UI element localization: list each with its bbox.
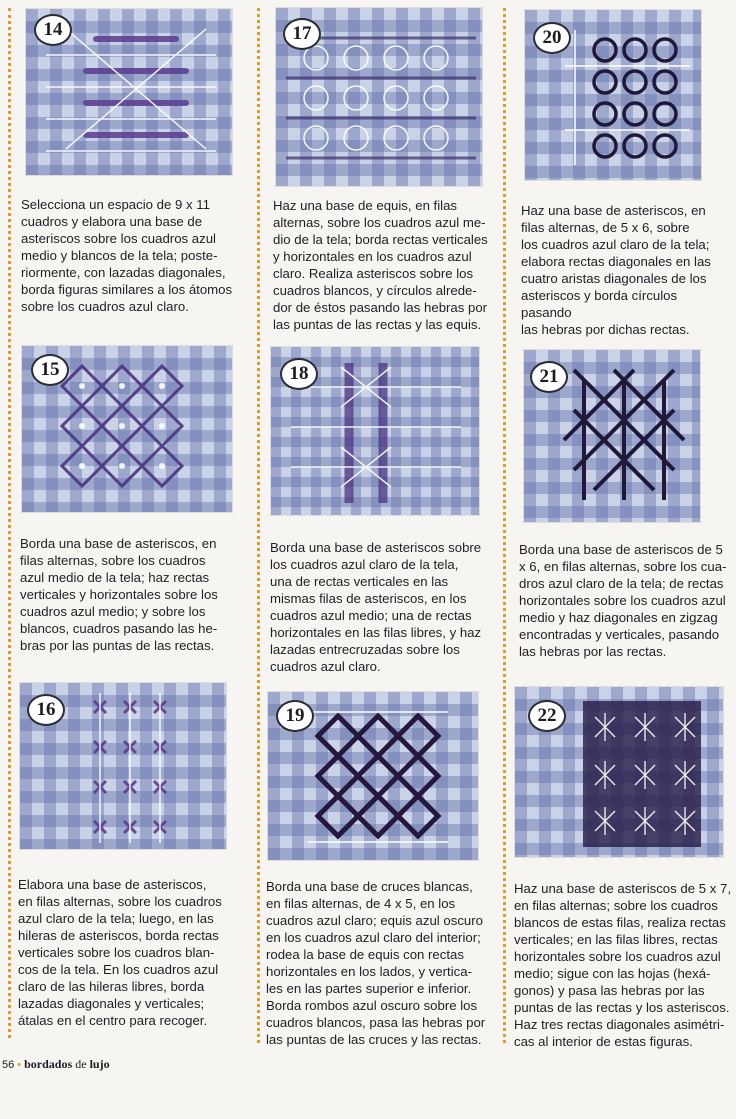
sample-18-caption: Borda una base de asteriscos sobre los cuadros azul claro de la tela, una de rectas verticales en las mismas filas de asteriscos, en los cuadros azul medio; una de rectas horizontales en las filas libres, y haz lazadas entrecruzadas sobre los cuadros azul claro. [270,540,482,674]
sample-15-caption: Borda una base de asteriscos, en filas alternas, sobre los cuadros azul medio de la tela; haz rectas verticales y horizontales sobre los cuadros azul medio; y sobre los blancos, cuadros pasando las he- bras por las puntas de las rectas. [20,536,218,653]
sample-16-number: 16 [27,694,65,726]
sample-15-number: 15 [31,354,69,386]
sample-20-number: 20 [533,22,571,54]
column-divider-middle [257,8,260,1043]
sample-19-caption: Borda una base de cruces blancas, en filas alternas, de 4 x 5, en los cuadros azul claro; equis azul oscuro en los cuadros azul claro del interior; rodea la base de equis con rectas horizontales en los lados, y vertica- les en las partes superior e inferior. Borda rombos azul oscuro sobre los cuadros blancos, pasa las hebras por las puntas de las cruces y las rectas. [266,879,486,1047]
sample-16-caption: Elabora una base de asteriscos, en filas alternas, sobre los cuadros azul claro de la tela; luego, en las hileras de asteriscos, borda rectas verticales sobre los cuadros blan- cos de la tela. En los cuadros azul claro de las hileras libres, borda lazadas diagonales y verticales; átalas en el centro para recoger. [18,877,222,1028]
column-divider-left [8,8,11,1038]
sample-21-number: 21 [530,361,568,393]
sample-14-number: 14 [34,14,72,46]
sample-22-number: 22 [528,700,566,732]
sample-22-caption: Haz una base de asteriscos de 5 x 7, en filas alternas; sobre los cuadros blancos de estas filas, realiza rectas verticales; en las filas libres, rectas horizontales sobre los cuadros azul medio; sigue con las hojas (hexá- gonos) y pasa las hebras por las puntas de las rectas y los asteriscos. Haz tres rectas diagonales asimétri- cas al interior de estas figuras. [514,881,731,1049]
sample-18-number: 18 [280,358,318,390]
sample-17-caption: Haz una base de equis, en filas alternas, sobre los cuadros azul me- dio de la tela; borda rectas verticales y horizontales en los cuadros azul claro. Realiza asteriscos sobre los cuadros blancos, y círculos alrede- dor de éstos pasando las hebras por las puntas de las rectas y las equis. [273,198,488,332]
magazine-name-end: lujo [89,1057,110,1071]
sample-17-number: 17 [283,18,321,50]
sample-19-number: 19 [276,700,314,732]
sample-14-caption: Selecciona un espacio de 9 x 11 cuadros y elabora una base de asteriscos sobre los cuadros azul medio y blancos de la tela; poste- riormente, con lazadas diagonales, borda figuras similares a los átomos sobre los cuadros azul claro. [21,197,233,314]
column-divider-right [503,8,506,1043]
footer-bullet: • [17,1059,22,1071]
sample-20-caption: Haz una base de asteriscos, en filas alternas, de 5 x 6, sobre los cuadros azul claro de la tela; elabora rectas diagonales en las cuatro aristas diagonales de los asteriscos y borda círculos pasando las hebras por dichas rectas. [521,203,711,337]
sample-21-caption: Borda una base de asteriscos de 5 x 6, en filas alternas, sobre los cua- dros azul claro de la tela; de rectas horizontales sobre los cuadros azul medio y haz diagonales en zigzag encontradas y verticales, pasando las hebras por las rectas. [519,542,727,659]
page-number: 56 [2,1059,15,1071]
magazine-name-connector: de [75,1057,87,1071]
magazine-name: bordados [24,1057,73,1071]
page-footer [2,1057,110,1072]
